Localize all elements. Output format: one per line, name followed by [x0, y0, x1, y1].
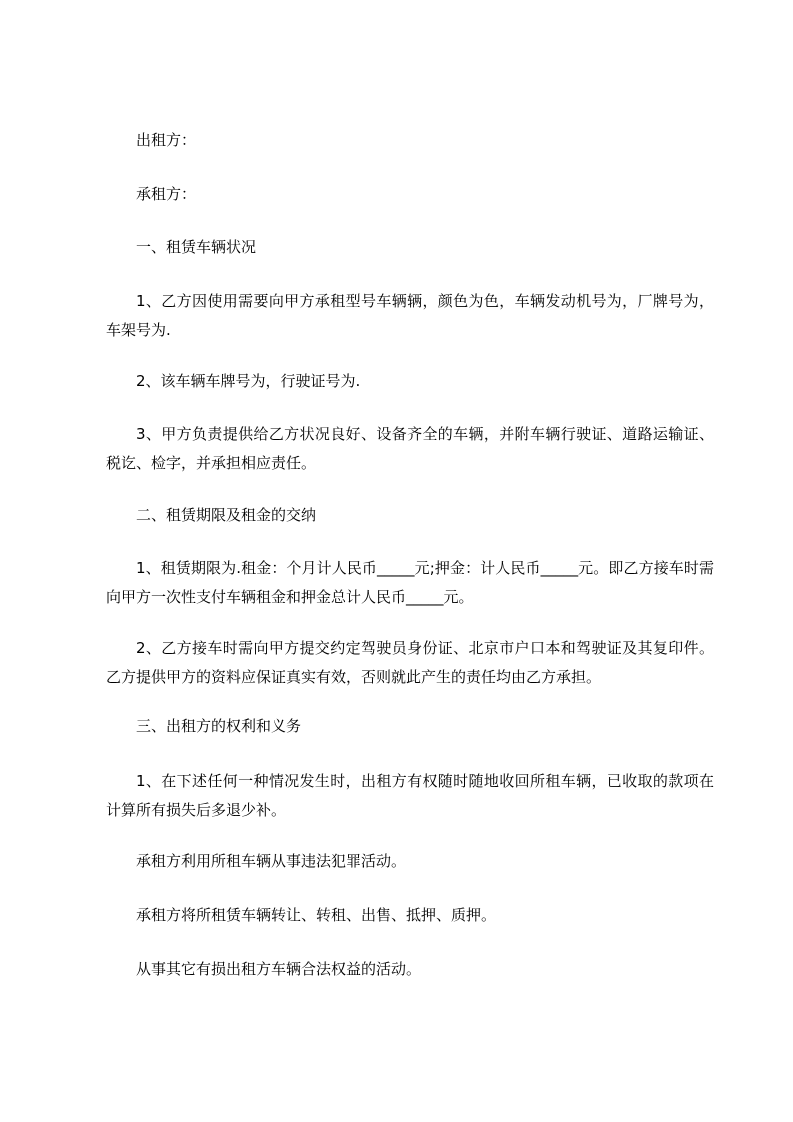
clause-3-1-case-a: 承租方利用所租车辆从事违法犯罪活动。: [136, 852, 407, 870]
clause-3-1-case-c: 从事其它有损出租方车辆合法权益的活动。: [136, 960, 422, 978]
clause-1-3: 3、甲方负责提供给乙方状况良好、设备齐全的车辆，并附车辆行驶证、道路运输证、税讫、检字，并承担相应责任。: [106, 425, 714, 472]
lessor-label: 出租方：: [136, 131, 197, 149]
clause-2-2: 2、乙方接车时需向甲方提交约定驾驶员身份证、北京市户口本和驾驶证及其复印件。乙方提供甲方的资料应保证真实有效，否则就此产生的责任均由乙方承担。: [106, 639, 714, 686]
clause-2-1: 1、租赁期限为.租金：个月计人民币_____元;押金：计人民币_____元。即乙方接车时需向甲方一次性支付车辆租金和押金总计人民币_____元。: [106, 559, 714, 606]
clause-1-2: 2、该车辆车牌号为，行驶证号为.: [136, 372, 361, 390]
section-heading-vehicle-status: 一、租赁车辆状况: [136, 238, 257, 256]
section-heading-lessor-rights: 三、出租方的权利和义务: [136, 717, 302, 735]
clause-3-1-case-b: 承租方将所租赁车辆转让、转租、出售、抵押、质押。: [136, 906, 497, 924]
lessee-label: 承租方：: [136, 185, 197, 203]
clause-1-1: 1、乙方因使用需要向甲方承租型号车辆辆，颜色为色，车辆发动机号为，厂牌号为，车架号为.: [106, 292, 714, 339]
clause-3-1: 1、在下述任何一种情况发生时，出租方有权随时随地收回所租车辆，已收取的款项在计算所有损失后多退少补。: [106, 772, 714, 819]
section-heading-term-and-rent: 二、租赁期限及租金的交纳: [136, 506, 317, 524]
